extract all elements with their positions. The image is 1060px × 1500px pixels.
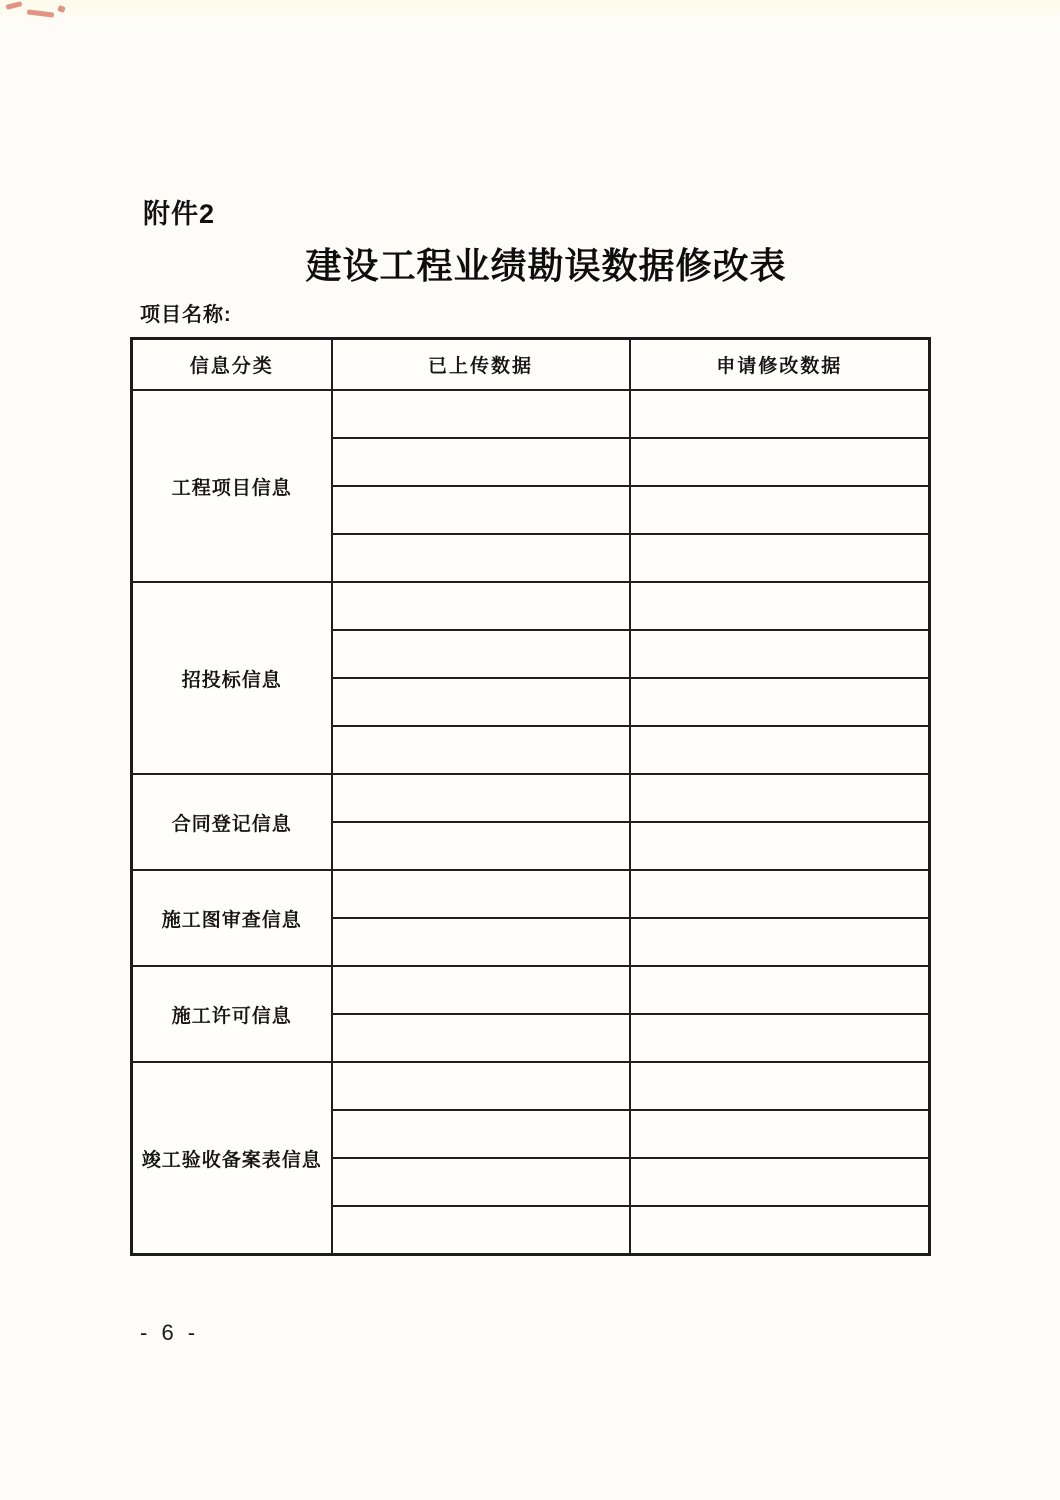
- column-header-category: 信息分类: [132, 339, 332, 391]
- attachment-label: 附件2: [143, 199, 216, 229]
- page-number: - 6 -: [140, 1320, 200, 1345]
- data-table: [130, 337, 931, 1256]
- column-header-modify-request: 申请修改数据: [630, 339, 930, 391]
- empty-data-cell: [332, 1206, 630, 1255]
- section-label-drawing-review-info: 施工图审查信息: [132, 870, 332, 966]
- empty-data-cell: [630, 582, 930, 630]
- empty-data-cell: [630, 966, 930, 1014]
- section-label-project-info: 工程项目信息: [132, 390, 332, 582]
- table-row: [132, 774, 930, 822]
- empty-data-cell: [630, 1062, 930, 1110]
- empty-data-cell: [630, 1110, 930, 1158]
- empty-data-cell: [332, 966, 630, 1014]
- empty-data-cell: [332, 1014, 630, 1062]
- table-row: [132, 1062, 930, 1110]
- empty-data-cell: [332, 918, 630, 966]
- empty-data-cell: [630, 822, 930, 870]
- column-header-uploaded: 已上传数据: [332, 339, 630, 391]
- empty-data-cell: [630, 870, 930, 918]
- empty-data-cell: [630, 1158, 930, 1206]
- section-label-contract-registration-info: 合同登记信息: [132, 774, 332, 870]
- table-row: [132, 582, 930, 630]
- empty-data-cell: [332, 1158, 630, 1206]
- scan-top-band: [0, 0, 1060, 26]
- empty-data-cell: [332, 630, 630, 678]
- empty-data-cell: [332, 870, 630, 918]
- empty-data-cell: [630, 390, 930, 438]
- empty-data-cell: [630, 438, 930, 486]
- empty-data-cell: [630, 486, 930, 534]
- table-row: [132, 870, 930, 918]
- empty-data-cell: [630, 726, 930, 774]
- section-label-bidding-info: 招投标信息: [132, 582, 332, 774]
- page-title: 建设工程业绩勘误数据修改表: [305, 245, 787, 286]
- empty-data-cell: [630, 918, 930, 966]
- empty-data-cell: [630, 678, 930, 726]
- project-name-label: 项目名称:: [140, 304, 232, 326]
- empty-data-cell: [630, 1206, 930, 1255]
- empty-data-cell: [332, 822, 630, 870]
- table-header-row: [132, 339, 930, 391]
- empty-data-cell: [332, 1062, 630, 1110]
- empty-data-cell: [630, 1014, 930, 1062]
- empty-data-cell: [332, 534, 630, 582]
- empty-data-cell: [332, 438, 630, 486]
- empty-data-cell: [332, 1110, 630, 1158]
- empty-data-cell: [332, 774, 630, 822]
- empty-data-cell: [630, 774, 930, 822]
- table-row: [132, 390, 930, 438]
- empty-data-cell: [630, 534, 930, 582]
- empty-data-cell: [332, 390, 630, 438]
- empty-data-cell: [332, 582, 630, 630]
- section-label-construction-permit-info: 施工许可信息: [132, 966, 332, 1062]
- empty-data-cell: [630, 630, 930, 678]
- table-row: [132, 966, 930, 1014]
- empty-data-cell: [332, 486, 630, 534]
- empty-data-cell: [332, 678, 630, 726]
- empty-data-cell: [332, 726, 630, 774]
- section-label-completion-acceptance-filing-info: 竣工验收备案表信息: [132, 1062, 332, 1255]
